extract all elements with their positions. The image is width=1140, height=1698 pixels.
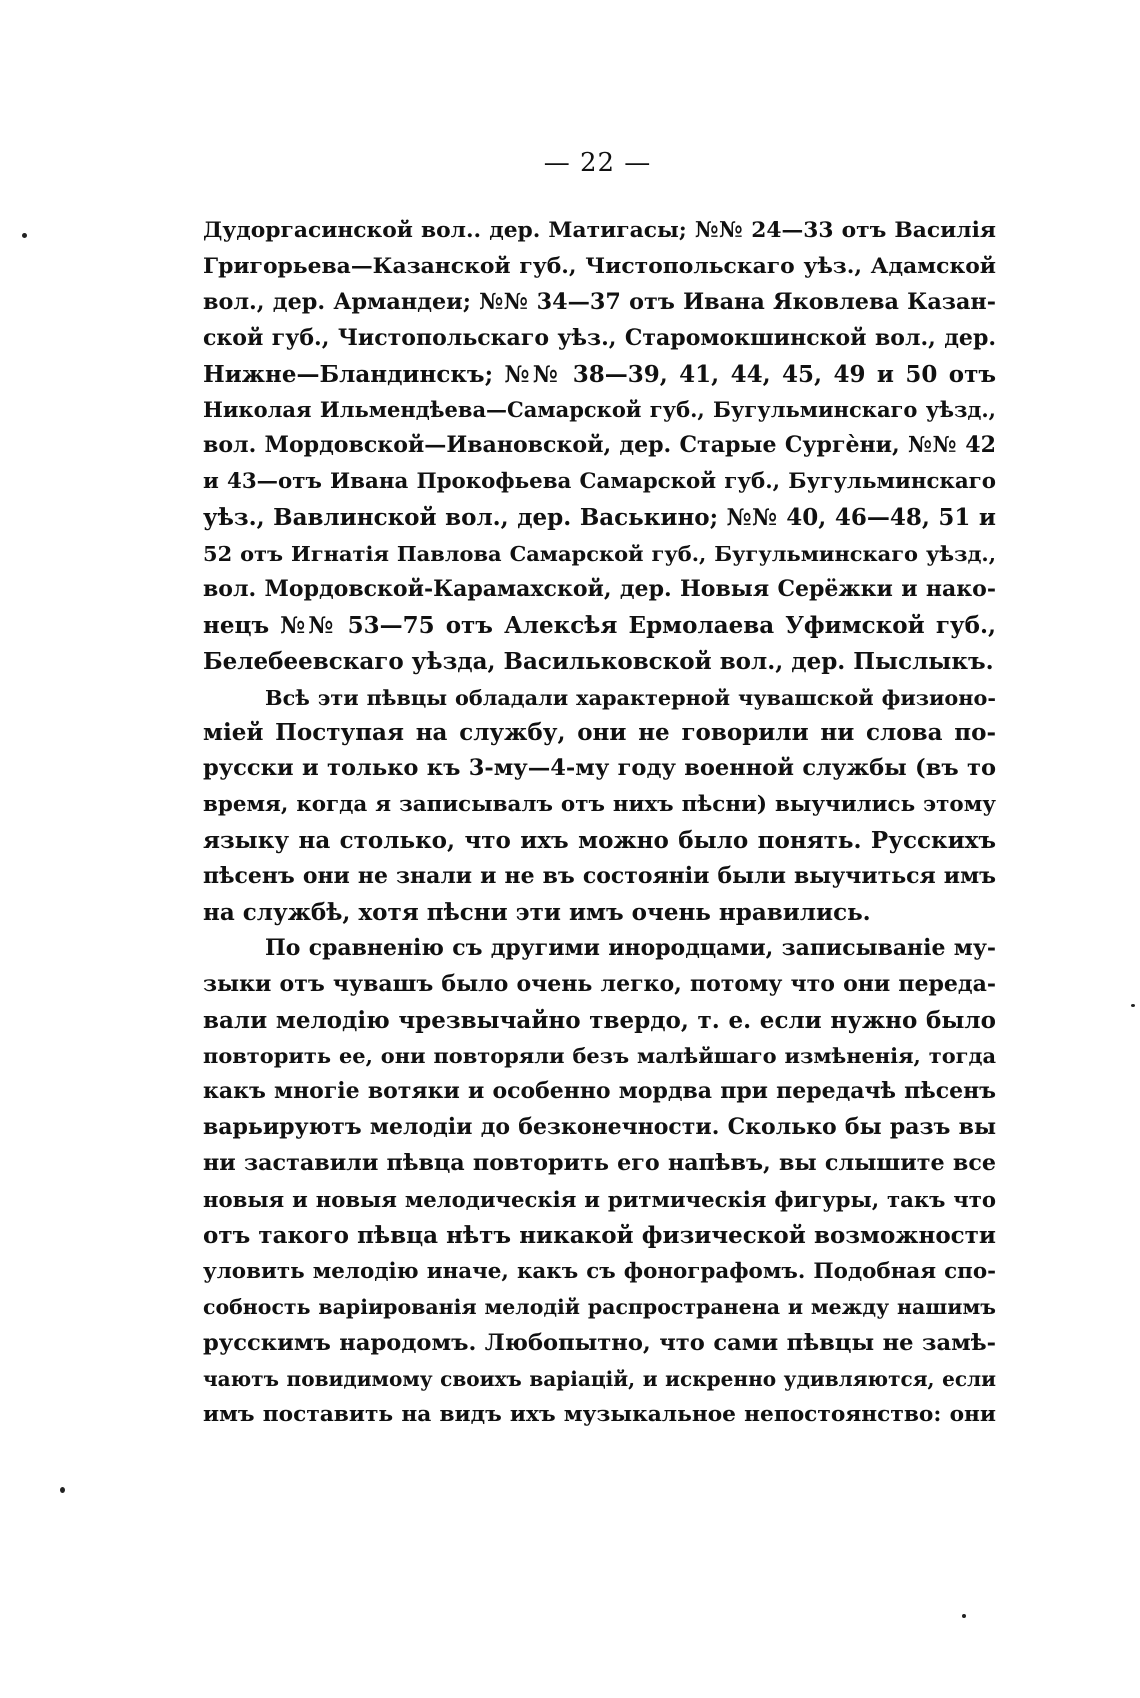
text-line: нецъ №№ 53—75 отъ Алексѣя Ермолаева Уфимской губ., [203, 611, 996, 639]
text-line: Николая Ильмендѣева—Самарской губ., Бугульминскаго уѣзд., [203, 397, 996, 423]
page-number: — 22 — [543, 148, 652, 178]
text-line: языку на столько, что ихъ можно было понять. Русскихъ [203, 827, 996, 855]
paragraph-start-line: Всѣ эти пѣвцы обладали характерной чувашской физионо- [265, 684, 996, 710]
paragraph-start-line: По сравненію съ другими инородцами, записываніе му- [265, 934, 996, 961]
text-line: и 43—отъ Ивана Прокофьева Самарской губ., Бугульминскаго [203, 469, 996, 495]
text-line: Нижне—Бландинскъ; №№ 38—39, 41, 44, 45, 49 и 50 отъ [203, 360, 996, 388]
text-line: собность варіированія мелодій распространена и между нашимъ [203, 1294, 996, 1319]
text-line: время, когда я записывалъ отъ нихъ пѣсни) выучились этому [203, 792, 996, 818]
text-line: ни заставили пѣвца повторить его напѣвъ, вы слышите все [203, 1150, 996, 1177]
text-line: зыки отъ чувашъ было очень легко, потому что они переда- [203, 970, 996, 997]
scan-speck [60, 1487, 65, 1493]
text-line: пѣсенъ они не знали и не въ состояніи были выучиться имъ [203, 863, 996, 890]
body-text [203, 213, 996, 1433]
scan-speck [962, 1614, 966, 1618]
text-line: имъ поставить на видъ ихъ музыкальное непостоянство: они [203, 1402, 996, 1428]
text-line: міей Поступая на службу, они не говорили ни слова по- [203, 719, 996, 747]
text-line: уловить мелодію иначе, какъ съ фонографомъ. Подобная спо- [203, 1258, 996, 1284]
text-line: Белебеевскаго уѣзда, Васильковской вол., дер. Пыслыкъ. [203, 647, 994, 675]
text-line: 52 отъ Игнатія Павлова Самарской губ., Бугульминскаго уѣзд., [203, 541, 996, 567]
text-line: повторить ее, они повторяли безъ малѣйшаго измѣненія, тогда [203, 1043, 996, 1069]
text-line: вол. Мордовской—Ивановской, дер. Старые Сургѐни, №№ 42 [203, 432, 996, 459]
text-line: Григорьева—Казанской губ., Чистопольскаго уѣз., Адамской [203, 252, 996, 279]
text-line: уѣз., Вавлинской вол., дер. Васькино; №№ 40, 46—48, 51 и [203, 504, 996, 532]
text-line: Дудоргасинской вол.. дер. Матигасы; №№ 24—33 отъ Василія [203, 218, 996, 243]
text-line: вали мелодію чрезвычайно твердо, т. е. если нужно было [203, 1006, 996, 1034]
text-line: варьируютъ мелодіи до безконечности. Сколько бы разъ вы [203, 1114, 996, 1141]
text-line: русскимъ народомъ. Любопытно, что сами пѣвцы не замѣ- [203, 1329, 996, 1356]
text-line: отъ такого пѣвца нѣтъ никакой физической возможности [203, 1221, 996, 1249]
text-line: вол. Мордовской-Карамахской, дер. Новыя Серёжки и нако- [203, 575, 996, 602]
scan-speck [1131, 1004, 1135, 1007]
scan-speck [22, 233, 27, 238]
text-line: русски и только къ 3-му—4-му году военной службы (въ то [203, 755, 996, 782]
text-line: вол., дер. Армандеи; №№ 34—37 отъ Ивана Яковлева Казан- [203, 288, 996, 315]
text-line: чаютъ повидимому своихъ варіацій, и искренно удивляются, если [203, 1366, 996, 1391]
text-line: какъ многіе вотяки и особенно мордва при передачѣ пѣсенъ [203, 1078, 996, 1105]
text-line: на службѣ, хотя пѣсни эти имъ очень нравились. [203, 898, 871, 926]
text-line: ской губ., Чистопольскаго уѣз., Старомокшинской вол., дер. [203, 324, 996, 351]
text-line: новыя и новыя мелодическія и ритмическія фигуры, такъ что [203, 1187, 996, 1213]
